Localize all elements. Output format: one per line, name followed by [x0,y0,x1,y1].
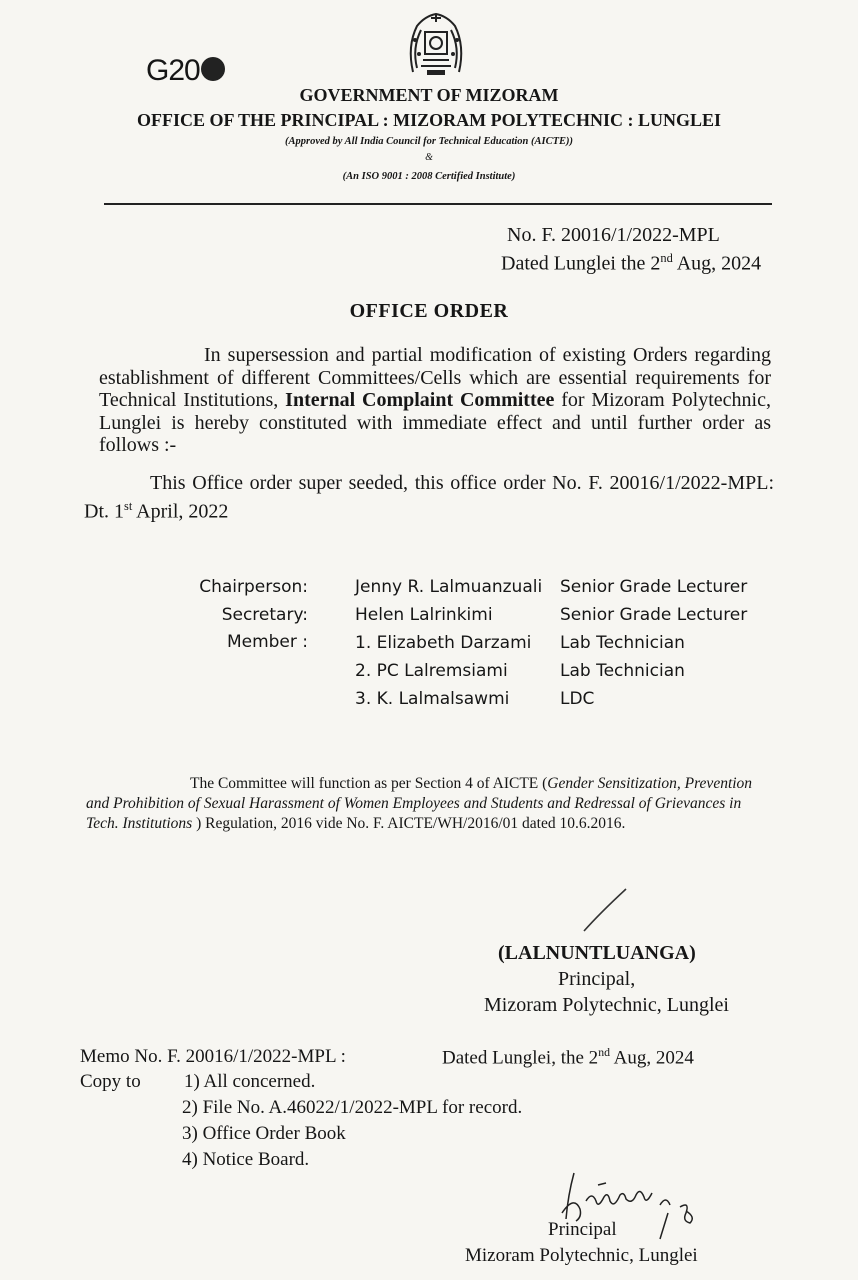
reference-date: Dated Lunglei the 2nd Aug, 2024 [501,251,762,275]
ampersand: & [425,152,433,163]
committee-name: Jenny R. Lalmuanzuali [355,577,543,597]
approval-note: (Approved by All India Council for Technical Education (AICTE)) [285,136,573,147]
reference-number: No. F. 20016/1/2022-MPL [507,224,720,246]
committee-role: Chairperson: [199,577,308,597]
office-heading: OFFICE OF THE PRINCIPAL : MIZORAM POLYTECHNIC : LUNGLEI [136,110,722,130]
committee-role: Member : [226,632,308,652]
signatory-designation: Principal, [558,968,636,990]
committee-name: 2. PC Lalremsiami [355,661,508,681]
committee-name: 3. K. Lalmalsawmi [355,689,510,709]
order-paragraph-1: In supersession and partial modification of existing Orders regarding establishment of different Committees/Cells which are essential requirements for Technical Institutions, Internal Complaint Committee for Mizoram Polytechnic, Lunglei is hereby constituted with immediate effect and until further order as follows :- [99,344,771,456]
committee-name: Helen Lalrinkimi [355,605,493,625]
signatory-organization: Mizoram Polytechnic, Lunglei [484,994,729,1016]
header-divider [104,203,772,205]
state-emblem-icon [403,10,469,80]
globe-icon [201,57,225,81]
copy-to-label: Copy to [80,1071,141,1092]
copy-item: 1) All concerned. [184,1071,316,1092]
order-title: OFFICE ORDER [349,300,509,322]
committee-designation: Lab Technician [560,633,685,653]
order-paragraph-2: This Office order super seeded, this office order No. F. 20016/1/2022-MPL: Dt. 1st April, 2022 [84,472,774,523]
regulation-paragraph: The Committee will function as per Section 4 of AICTE (Gender Sensitization, Prevention and Prohibition of Sexual Harassment of Women Employees and Students and Redressal of Grievances in Tech. Institutions ) Regulation, 2016 vide No. F. AICTE/WH/2016/01 dated 10.6.2016. [86,775,753,832]
committee-designation: Lab Technician [560,661,685,681]
copy-item: 3) Office Order Book [182,1123,346,1144]
copy-item: 4) Notice Board. [182,1149,310,1170]
committee-designation: LDC [560,689,595,709]
copy-item: 2) File No. A.46022/1/2022-MPL for record. [182,1097,523,1118]
committee-role: Secretary: [221,605,308,625]
government-heading: GOVERNMENT OF MIZORAM [299,85,559,105]
memo-date: Dated Lunglei, the 2nd Aug, 2024 [442,1046,694,1069]
memo-number: Memo No. F. 20016/1/2022-MPL : [80,1046,346,1067]
signature-stroke [580,885,630,935]
committee-designation: Senior Grade Lecturer [560,605,748,625]
iso-note: (An ISO 9001 : 2008 Certified Institute) [342,171,516,182]
footer-designation: Principal [548,1219,617,1240]
signatory-name: (LALNUNTLUANGA) [498,942,696,964]
committee-designation: Senior Grade Lecturer [560,577,748,597]
footer-organization: Mizoram Polytechnic, Lunglei [465,1245,698,1266]
g20-logo: G20 [146,54,225,88]
committee-name: 1. Elizabeth Darzami [355,633,532,653]
